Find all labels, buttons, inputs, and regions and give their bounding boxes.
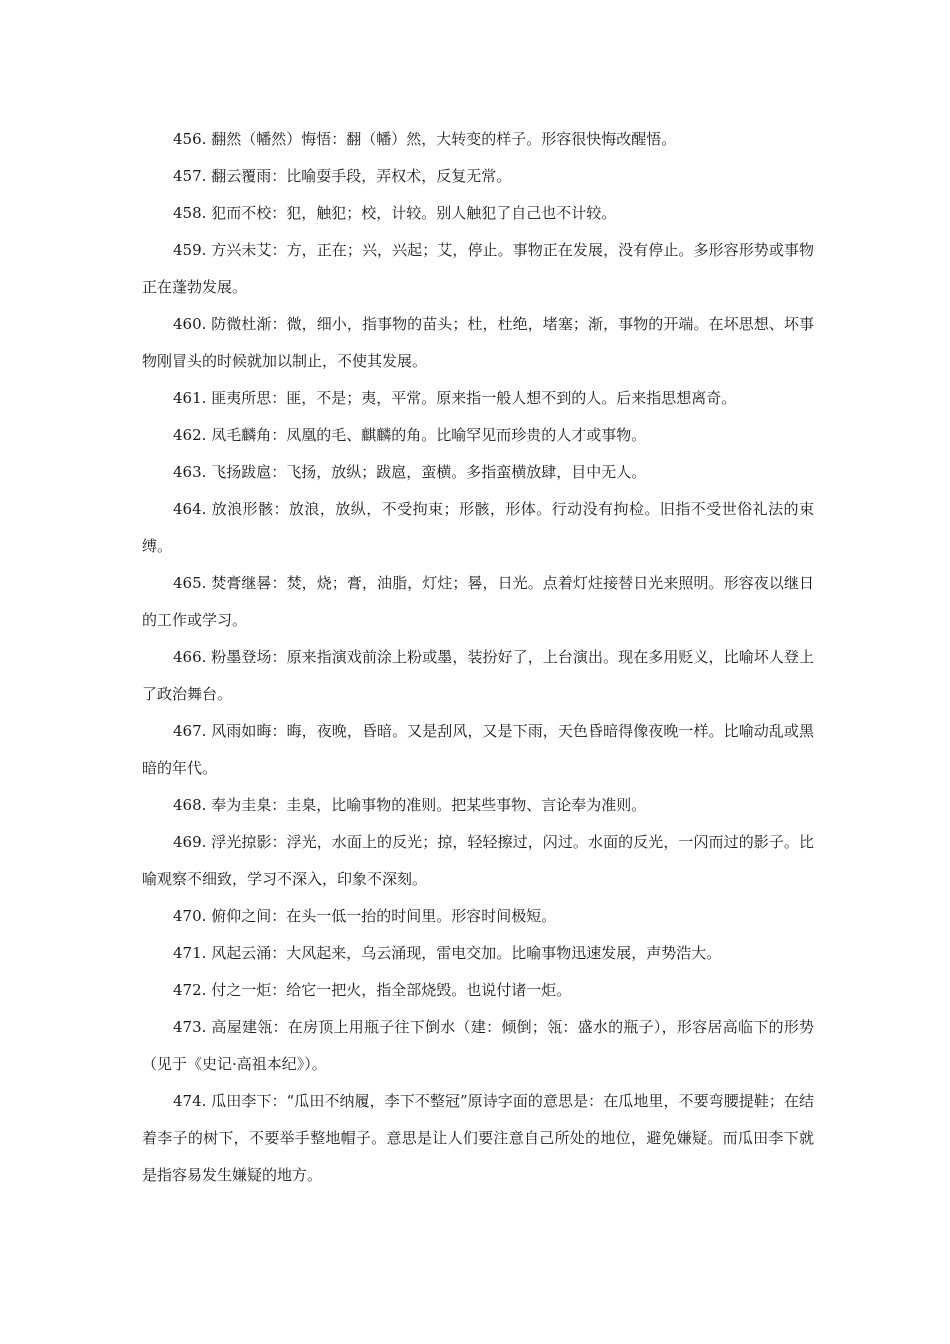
idiom-entry-462 <box>142 417 814 454</box>
entry-number: 457. <box>173 167 207 185</box>
idiom-entry-457 <box>142 158 814 195</box>
idiom-entry-456 <box>142 121 814 158</box>
entry-number: 470. <box>173 907 207 925</box>
entry-text: 防微杜渐：微，细小，指事物的苗头；杜，杜绝，堵塞；渐，事物的开端。在坏思想、坏事物刚冒头的时候就加以制止，不使其发展。 <box>142 315 814 370</box>
entry-number: 468. <box>173 796 207 814</box>
entry-number: 459. <box>173 241 207 259</box>
idiom-entry-471 <box>142 935 814 972</box>
idiom-entry-473 <box>142 1009 814 1083</box>
entry-number: 462. <box>173 426 207 444</box>
entry-text: 奉为圭臬：圭臬，比喻事物的准则。把某些事物、言论奉为准则。 <box>211 796 647 814</box>
entry-number: 469. <box>173 833 207 851</box>
entry-number: 472. <box>173 981 207 999</box>
entry-text: 犯而不校：犯，触犯；校，计较。别人触犯了自己也不计较。 <box>211 204 617 222</box>
idiom-entry-465 <box>142 565 814 639</box>
entry-number: 460. <box>173 315 207 333</box>
idiom-entry-468 <box>142 787 814 824</box>
idiom-list <box>142 121 814 1194</box>
entry-number: 474. <box>173 1092 207 1110</box>
entry-text: 浮光掠影：浮光，水面上的反光；掠，轻轻擦过，闪过。水面的反光，一闪而过的影子。比喻观察不细致，学习不深入，印象不深刻。 <box>142 833 814 888</box>
idiom-entry-463 <box>142 454 814 491</box>
entry-text: 凤毛麟角：凤凰的毛、麒麟的角。比喻罕见而珍贵的人才或事物。 <box>211 426 647 444</box>
entry-text: 粉墨登场：原来指演戏前涂上粉或墨，装扮好了，上台演出。现在多用贬义，比喻坏人登上了政治舞台。 <box>142 648 814 703</box>
entry-number: 461. <box>173 389 207 407</box>
entry-text: 匪夷所思：匪，不是；夷，平常。原来指一般人想不到的人。后来指思想离奇。 <box>211 389 737 407</box>
entry-number: 466. <box>173 648 207 666</box>
idiom-entry-466 <box>142 639 814 713</box>
entry-text: 高屋建瓴：在房顶上用瓶子往下倒水（建：倾倒；瓴：盛水的瓶子），形容居高临下的形势（见于《史记·高祖本纪》）。 <box>142 1018 814 1073</box>
idiom-entry-470 <box>142 898 814 935</box>
idiom-entry-467 <box>142 713 814 787</box>
entry-text: 瓜田李下：“瓜田不纳履，李下不整冠”原诗字面的意思是：在瓜地里，不要弯腰提鞋；在结着李子的树下，不要举手整地帽子。意思是让人们要注意自己所处的地位，避免嫌疑。而瓜田李下就是指容易发生嫌疑的地方。 <box>142 1092 814 1184</box>
entry-number: 467. <box>173 722 207 740</box>
entry-text: 风雨如晦：晦，夜晚，昏暗。又是刮风，又是下雨，天色昏暗得像夜晚一样。比喻动乱或黑暗的年代。 <box>142 722 814 777</box>
idiom-entry-472 <box>142 972 814 1009</box>
entry-text: 风起云涌：大风起来，乌云涌现，雷电交加。比喻事物迅速发展，声势浩大。 <box>211 944 722 962</box>
entry-number: 473. <box>173 1018 207 1036</box>
entry-number: 458. <box>173 204 207 222</box>
idiom-entry-459 <box>142 232 814 306</box>
entry-number: 464. <box>173 500 207 518</box>
idiom-entry-474 <box>142 1083 814 1194</box>
entry-text: 俯仰之间：在头一低一抬的时间里。形容时间极短。 <box>211 907 557 925</box>
entry-number: 465. <box>173 574 207 592</box>
entry-number: 463. <box>173 463 207 481</box>
idiom-entry-458 <box>142 195 814 232</box>
entry-text: 焚膏继晷：焚，烧；膏，油脂，灯炷；晷，日光。点着灯炷接替日光来照明。形容夜以继日的工作或学习。 <box>142 574 814 629</box>
entry-number: 456. <box>173 130 207 148</box>
idiom-entry-460 <box>142 306 814 380</box>
entry-text: 方兴未艾：方，正在；兴，兴起；艾，停止。事物正在发展，没有停止。多形容形势或事物正在蓬勃发展。 <box>142 241 814 296</box>
entry-text: 翻然（幡然）悔悟：翻（幡）然，大转变的样子。形容很快悔改醒悟。 <box>211 130 677 148</box>
entry-text: 放浪形骸：放浪，放纵，不受拘束；形骸，形体。行动没有拘检。旧指不受世俗礼法的束缚。 <box>142 500 814 555</box>
idiom-entry-469 <box>142 824 814 898</box>
idiom-entry-464 <box>142 491 814 565</box>
idiom-entry-461 <box>142 380 814 417</box>
entry-text: 付之一炬：给它一把火，指全部烧毁。也说付诸一炬。 <box>211 981 572 999</box>
entry-number: 471. <box>173 944 207 962</box>
entry-text: 翻云覆雨：比喻耍手段，弄权术，反复无常。 <box>211 167 512 185</box>
entry-text: 飞扬跋扈：飞扬，放纵；跋扈，蛮横。多指蛮横放肆，目中无人。 <box>211 463 647 481</box>
